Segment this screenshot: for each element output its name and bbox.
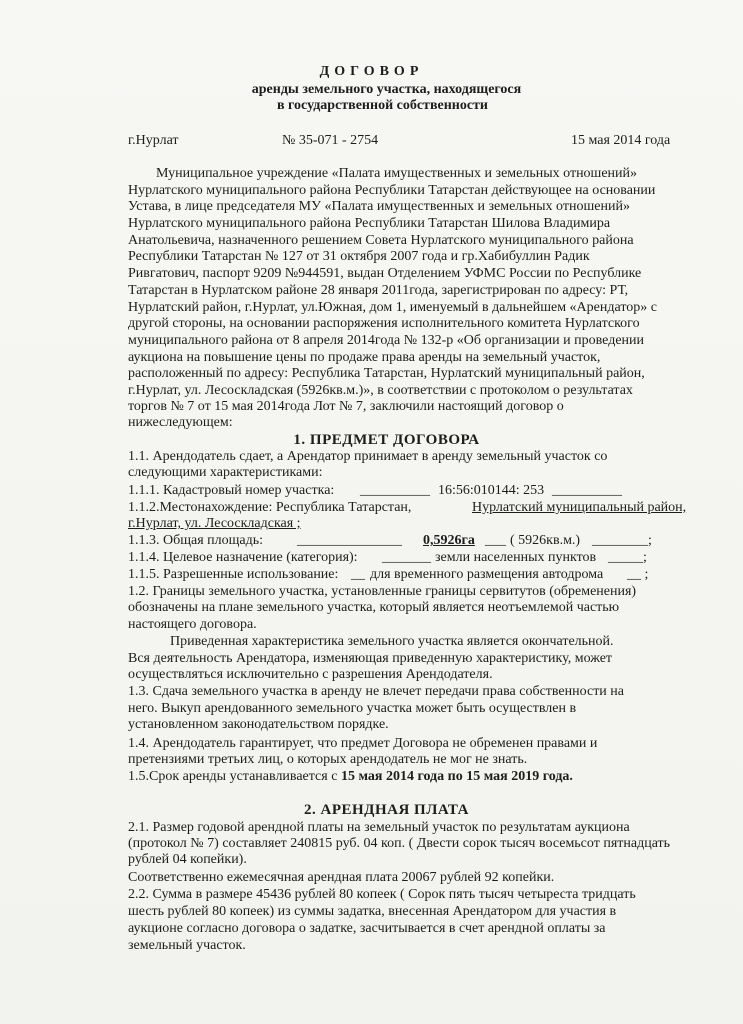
purpose-blank: _______ <box>382 550 431 565</box>
contract-number: № 35-071 - 2754 <box>282 133 379 148</box>
clause-1-3: 1.3. Сдача земельного участка в аренду не влечет передачи права собственности на <box>128 684 625 699</box>
clause-2-1: 2.1. Размер годовой арендной платы на земельный участок по результатам аукциона <box>128 820 630 835</box>
document-subtitle-2: в государственной собственности <box>276 98 489 113</box>
lease-term-label: 1.5.Срок аренды устанавливается с <box>128 769 338 784</box>
cadastral-blank: __________ <box>360 483 430 498</box>
preamble-line: другой стороны, на основании распоряжения исполнительного комитета Нурлатского <box>128 316 640 331</box>
preamble-line: торгов № 7 от 15 мая 2014года Лот № 7, заключили настоящий договор о <box>128 399 564 414</box>
preamble-line: нижеследующем: <box>128 415 233 430</box>
clause-2-2-cont: земельный участок. <box>128 938 246 953</box>
cadastral-blank-end: __________ <box>552 483 622 498</box>
note-line: Приведенная характеристика земельного участка является окончательной. <box>170 634 614 649</box>
clause-1-2-cont: обозначены на плане земельного участка, который является неотъемлемой частью <box>128 600 620 615</box>
clause-1-1: 1.1. Арендодатель сдает, а Арендатор принимает в аренду земельный участок со <box>128 449 608 464</box>
usage-value: для временного размещения автодрома <box>370 567 604 582</box>
area-blank: _______________ <box>297 533 402 548</box>
clause-1-2-cont: настоящего договора. <box>128 617 257 632</box>
preamble-line: Нурлатского муниципального района Республики Татарстан действующее на основании <box>128 183 656 198</box>
clause-1-3-cont: установленном законодательством порядке. <box>128 717 389 732</box>
preamble-line: Нурлатского муниципального района Республики Татарстан Шилова Владимира <box>128 216 611 231</box>
preamble-line: Татарстан в Нурлатском районе 28 января 2011года, зарегистрирован по адресу: РТ, <box>128 283 629 298</box>
purpose-value: земли населенных пунктов <box>435 550 597 565</box>
purpose-blank-end: _____; <box>608 550 647 565</box>
contract-date: 15 мая 2014 года <box>571 133 671 148</box>
area-blank-2: ___ <box>485 533 506 548</box>
clause-1-4: 1.4. Арендодатель гарантирует, что предмет Договора не обременен правами и <box>128 736 598 751</box>
preamble-line: аукциона на повышение цены по продаже права аренды на земельный участок, <box>128 350 601 365</box>
document-title: ДОГОВОР <box>319 64 424 79</box>
location-street: г.Нурлат, ул. Лесоскладская ; <box>128 516 301 531</box>
note-line: осуществляться исключительно с разрешения Арендодателя. <box>128 667 493 682</box>
location-district: Нурлатский муниципальный район, <box>472 500 687 515</box>
cadastral-number: 16:56:010144: 253 <box>438 483 545 498</box>
clause-1-3-cont: него. Выкуп арендованного земельного участка может быть осуществлен в <box>128 701 577 716</box>
clause-2-1-cont: (протокол № 7) составляет 240815 руб. 04 коп. ( Двести сорок тысяч восемьсот пятнадцать <box>128 836 671 851</box>
preamble-line: расположенный по адресу: Республика Татарстан, Нурлатский муниципальный район, <box>128 366 645 381</box>
area-sqm: ( 5926кв.м.) <box>510 533 581 548</box>
section-2-heading: 2. АРЕНДНАЯ ПЛАТА <box>303 802 470 818</box>
preamble-line: Устава, в лице председателя МУ «Палата имущественных и земельных отношений» <box>128 199 630 214</box>
clause-1-1-3-label: 1.1.3. Общая площадь: <box>128 533 264 548</box>
clause-1-1-1-label: 1.1.1. Кадастровый номер участка: <box>128 483 335 498</box>
preamble-line: Муниципальное учреждение «Палата имущественных и земельных отношений» <box>156 166 638 181</box>
preamble-line: Нурлатский район, г.Нурлат, ул.Южная, дом 1, именуемый в дальнейшем «Арендатор» с <box>128 300 657 315</box>
section-1-heading: 1. ПРЕДМЕТ ДОГОВОРА <box>293 432 480 448</box>
clause-1-2: 1.2. Границы земельного участка, установленные границы сервитутов (обременения) <box>128 584 637 599</box>
clause-2-2-cont: аукционе согласно договора о задатке, засчитывается в счет арендной оплаты за <box>128 921 606 936</box>
clause-2-1-cont: рублей 04 копейки). <box>128 852 247 867</box>
lease-term-dates: 15 мая 2014 года по 15 мая 2019 года. <box>340 769 573 784</box>
preamble-line: Анатольевича, назначенного решением Совета Нурлатского муниципального района <box>128 233 634 248</box>
clause-1-1-5-label: 1.1.5. Разрешенные использование: <box>128 567 339 582</box>
preamble-line: г.Нурлат, ул. Лесоскладская (5926кв.м.)», в соответствии с протоколом о результатах <box>128 383 633 398</box>
preamble-line: муниципального района от 8 апреля 2014года № 132-р «Об организации и проведении <box>128 333 645 348</box>
clause-1-1-4-label: 1.1.4. Целевое назначение (категория): <box>128 550 358 565</box>
clause-2-2: 2.2. Сумма в размере 45436 рублей 80 копеек ( Сорок пять тысяч четыреста тридцать <box>128 887 636 902</box>
clause-1-5 <box>128 769 573 785</box>
area-hectares: 0,5926га <box>423 533 475 548</box>
usage-blank: __ <box>351 567 365 582</box>
clause-1-1-2-label: 1.1.2.Местонахождение: Республика Татарстан, <box>128 500 412 515</box>
city: г.Нурлат <box>128 133 179 148</box>
usage-blank-end: __ ; <box>627 567 649 582</box>
preamble-line: Республики Татарстан № 127 от 31 октября 2007 года и гр.Хабибуллин Радик <box>128 249 590 264</box>
clause-2-2-cont: шесть рублей 80 копеек) из суммы задатка, внесенная Арендатором для участия в <box>128 904 617 919</box>
document-subtitle-1: аренды земельного участка, находящегося <box>251 82 522 97</box>
area-blank-end: ________; <box>592 533 652 548</box>
note-line: Вся деятельность Арендатора, изменяющая приведенную характеристику, может <box>128 651 613 666</box>
clause-1-4-cont: претензиями третьих лиц, о которых арендодатель не мог не знать. <box>128 752 528 767</box>
monthly-payment: Соответственно ежемесячная арендная плата 20067 рублей 92 копейки. <box>128 870 555 885</box>
preamble-line: Ривгатович, паспорт 9209 №944591, выдан Отделением УФМС России по Республике <box>128 266 642 281</box>
clause-1-1-cont: следующими характеристиками: <box>128 465 323 480</box>
